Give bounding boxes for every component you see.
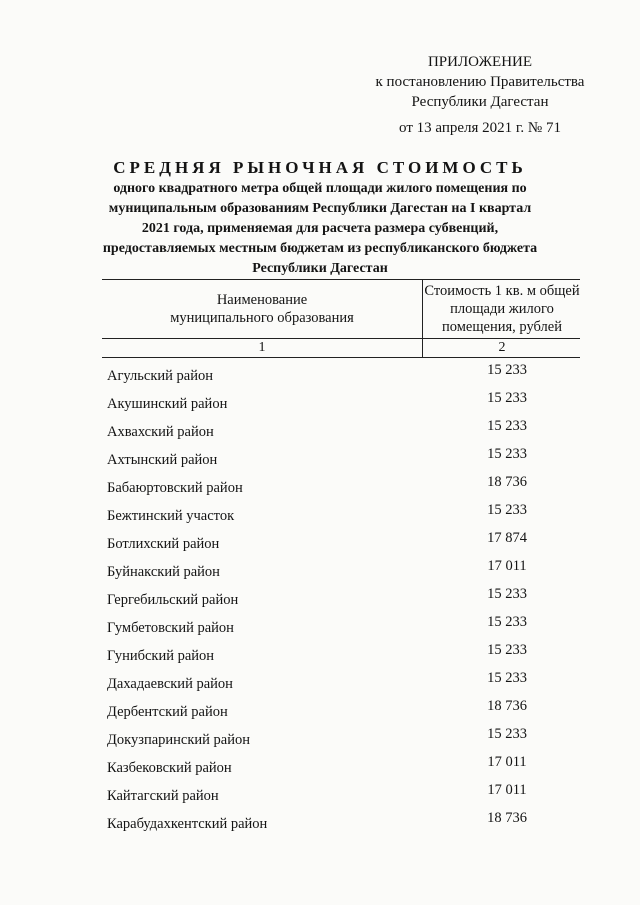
cost-value: 17 011 [487,782,527,798]
heading-sub-line: одного квадратного метра общей площади жилого помещения по [113,181,527,196]
table-row [102,694,580,722]
heading-sub-line: 2021 года, применяемая для расчета размера субвенций, [141,221,499,236]
table-row [102,666,580,694]
cost-value: 18 736 [487,474,527,490]
appendix-date: от 13 апреля 2021 г. № 71 [399,120,561,136]
cost-value: 17 874 [487,530,527,546]
column-number-1: 1 [258,340,266,355]
cost-value: 15 233 [487,446,527,462]
cost-value: 15 233 [487,614,527,630]
heading-main: СРЕДНЯЯ РЫНОЧНАЯ СТОИМОСТЬ [113,158,527,177]
appendix-block [360,52,600,138]
municipality-name: Ботлихский район [107,536,220,552]
municipality-name: Гунибский район [107,648,215,664]
table-row [102,358,580,386]
municipality-name: Карабудахкентский район [107,816,268,832]
cost-table [102,279,580,834]
appendix-line-2: к постановлению Правительства [375,74,585,90]
column-number-2: 2 [422,339,581,357]
heading-sub-line: Республики Дагестан [252,261,388,276]
table-header [102,279,580,339]
table-row [102,386,580,414]
header-municipality [102,280,422,338]
table-row [102,414,580,442]
cost-value: 15 233 [487,586,527,602]
table-row [102,778,580,806]
municipality-name: Бежтинский участок [107,508,235,524]
table-row [102,722,580,750]
table-row [102,554,580,582]
cost-value: 17 011 [487,754,527,770]
table-row [102,526,580,554]
municipality-name: Гумбетовский район [107,620,234,636]
table-body [102,358,580,834]
appendix-title: ПРИЛОЖЕНИЕ [427,54,533,70]
table-row [102,806,580,834]
cost-value: 15 233 [487,418,527,434]
header-cost [422,280,581,338]
table-row [102,582,580,610]
header-municipality-line: муниципального образования [170,310,354,326]
table-row [102,498,580,526]
table-row [102,470,580,498]
municipality-name: Дербентский район [107,704,228,720]
heading-sub-line: предоставляемых местным бюджетам из республиканского бюджета [102,241,538,256]
municipality-name: Дахадаевский район [107,676,233,692]
header-cost-line: площади жилого [450,301,554,317]
municipality-name: Ахтынский район [107,452,218,468]
header-cost-line: помещения, рублей [442,319,562,335]
municipality-name: Гергебильский район [107,592,239,608]
column-numbers-row [102,339,580,358]
cost-value: 17 011 [487,558,527,574]
municipality-name: Буйнакский район [107,564,220,580]
header-municipality-line: Наименование [216,292,308,308]
cost-value: 18 736 [487,698,527,714]
cost-value: 18 736 [487,810,527,826]
municipality-name: Ахвахский район [107,424,214,440]
cost-value: 15 233 [487,390,527,406]
municipality-name: Кайтагский район [107,788,219,804]
table-row [102,442,580,470]
municipality-name: Агульский район [107,368,213,384]
municipality-name: Докузпаринский район [107,732,251,748]
table-row [102,610,580,638]
appendix-line-3: Республики Дагестан [411,94,549,110]
municipality-name: Бабаюртовский район [107,480,243,496]
cost-value: 15 233 [487,726,527,742]
heading-sub-line: муниципальным образованиям Республики Дагестан на I квартал [108,201,532,216]
municipality-name: Казбековский район [107,760,232,776]
cost-value: 15 233 [487,362,527,378]
cost-value: 15 233 [487,502,527,518]
cost-value: 15 233 [487,642,527,658]
cost-value: 15 233 [487,670,527,686]
table-row [102,750,580,778]
table-row [102,638,580,666]
header-cost-line: Стоимость 1 кв. м общей [424,283,580,299]
municipality-name: Акушинский район [107,396,228,412]
document-heading [95,158,545,278]
